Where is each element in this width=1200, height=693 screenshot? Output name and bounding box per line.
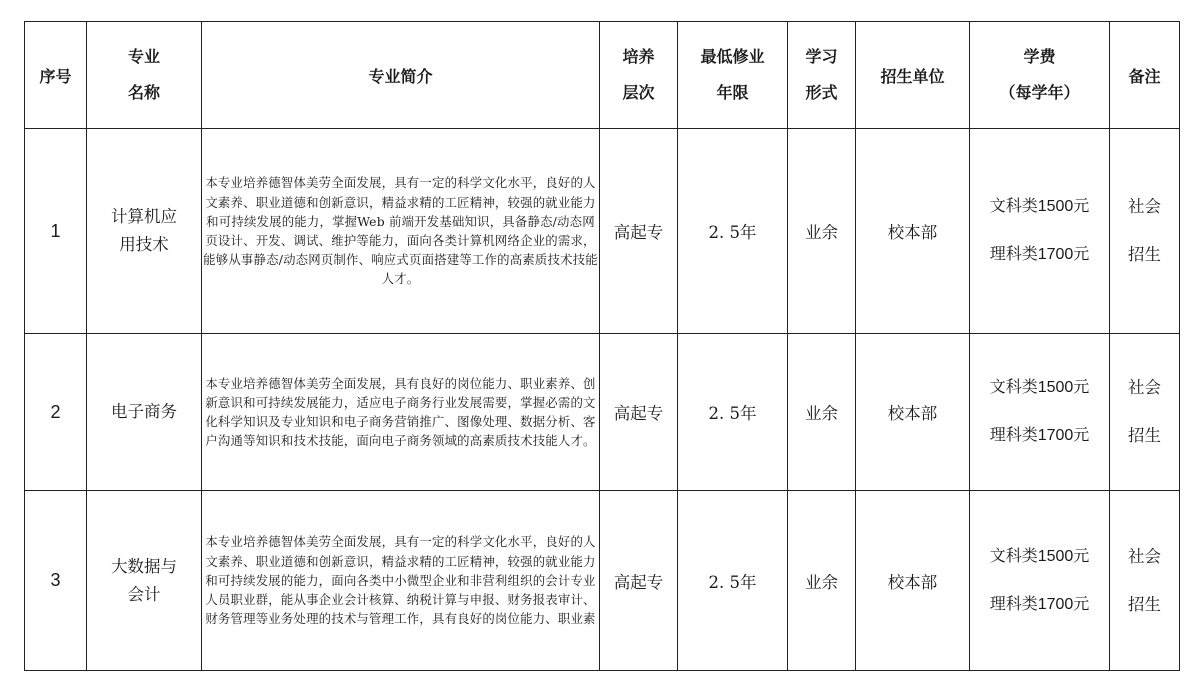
header-years: 最低修业 年限 [678, 22, 788, 129]
row-years: 2. 5年 [678, 334, 788, 491]
row-level: 高起专 [600, 491, 678, 671]
row-fee: 文科类1500元 理科类1700元 [970, 491, 1110, 671]
row-seq: 3 [25, 491, 87, 671]
row-years: 2. 5年 [678, 491, 788, 671]
table-row [25, 491, 1180, 671]
header-unit: 招生单位 [856, 22, 970, 129]
row-level: 高起专 [600, 129, 678, 334]
table-row [25, 129, 1180, 334]
row-mode: 业余 [788, 334, 856, 491]
row-note: 社会 招生 [1110, 334, 1180, 491]
row-years: 2. 5年 [678, 129, 788, 334]
row-level: 高起专 [600, 334, 678, 491]
row-description: 本专业培养德智体美劳全面发展，具有一定的科学文化水平，良好的人文素养、职业道德和创新意识，精益求精的工匠精神，较强的就业能力和可持续发展的能力，面向各类中小微型企业和非营利组织的会计专业人员职业群，能从事企业会计核算、纳税计算与申报、财务报表审计、财务管理等业务处理的技术与管理工作，具有良好的岗位能力、职业素 [202, 491, 600, 671]
row-description: 本专业培养德智体美劳全面发展，具有一定的科学文化水平，良好的人文素养、职业道德和创新意识，精益求精的工匠精神，较强的就业能力和可持续发展的能力，掌握Web 前端开发基础知识，具备静态/动态网页设计、开发、调试、维护等能力，面向各类计算机网络企业的需求，能够从事静态/动态网页制作、响应式页面搭建等工作的高素质技术技能人才。 [202, 129, 600, 334]
row-fee: 文科类1500元 理科类1700元 [970, 334, 1110, 491]
header-seq: 序号 [25, 22, 87, 129]
row-note: 社会 招生 [1110, 491, 1180, 671]
row-fee: 文科类1500元 理科类1700元 [970, 129, 1110, 334]
row-mode: 业余 [788, 129, 856, 334]
row-mode: 业余 [788, 491, 856, 671]
header-fee: 学费 （每学年） [970, 22, 1110, 129]
row-major: 大数据与 会计 [87, 491, 202, 671]
row-note: 社会 招生 [1110, 129, 1180, 334]
row-unit: 校本部 [856, 491, 970, 671]
header-row [25, 22, 1180, 129]
row-description: 本专业培养德智体美劳全面发展，具有良好的岗位能力、职业素养、创新意识和可持续发展能力，适应电子商务行业发展需要，掌握必需的文化科学知识及专业知识和电子商务营销推广、图像处理、数据分析、客户沟通等知识和技术技能，面向电子商务领域的高素质技术技能人才。 [202, 334, 600, 491]
header-intro: 专业简介 [202, 22, 600, 129]
row-major: 计算机应 用技术 [87, 129, 202, 334]
program-table [24, 21, 1180, 671]
row-unit: 校本部 [856, 129, 970, 334]
header-note: 备注 [1110, 22, 1180, 129]
table-row [25, 334, 1180, 491]
row-unit: 校本部 [856, 334, 970, 491]
row-seq: 2 [25, 334, 87, 491]
header-level: 培养 层次 [600, 22, 678, 129]
header-major: 专业 名称 [87, 22, 202, 129]
row-major: 电子商务 [87, 334, 202, 491]
header-mode: 学习 形式 [788, 22, 856, 129]
row-seq: 1 [25, 129, 87, 334]
